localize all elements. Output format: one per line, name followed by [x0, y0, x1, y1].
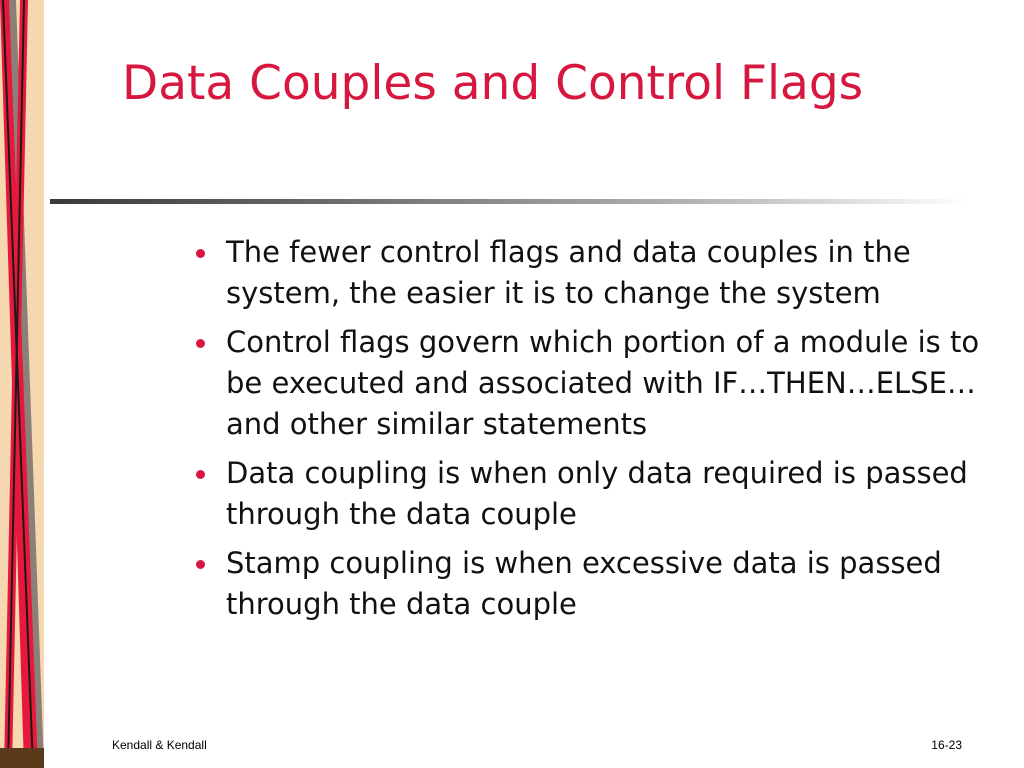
red-dot-icon	[196, 470, 205, 479]
bullet-item	[194, 322, 1004, 445]
bullet-text: Data coupling is when only data required is passed through the data couple	[226, 456, 968, 531]
bullet-text: The fewer control flags and data couples in the system, the easier it is to change the system	[226, 235, 911, 310]
bullet-text: Stamp coupling is when excessive data is passed through the data couple	[226, 546, 942, 621]
slide-title: Data Couples and Control Flags	[122, 56, 864, 111]
deco-bottom-bar	[0, 748, 44, 768]
title-divider	[50, 199, 970, 204]
red-dot-icon	[196, 339, 205, 348]
red-dot-icon	[196, 249, 205, 258]
bullet-item	[194, 453, 1004, 535]
red-dot-icon	[196, 560, 205, 569]
left-ribbon-decoration	[0, 0, 44, 768]
bullet-text: Control flags govern which portion of a module is to be executed and associated with IF…THEN…ELSE…and other similar statements	[226, 325, 980, 441]
footer-slide-number: 16-23	[931, 738, 962, 752]
footer-author: Kendall & Kendall	[112, 738, 207, 752]
bullet-item	[194, 543, 1004, 625]
bullet-list	[194, 232, 1004, 633]
bullet-item	[194, 232, 1004, 314]
